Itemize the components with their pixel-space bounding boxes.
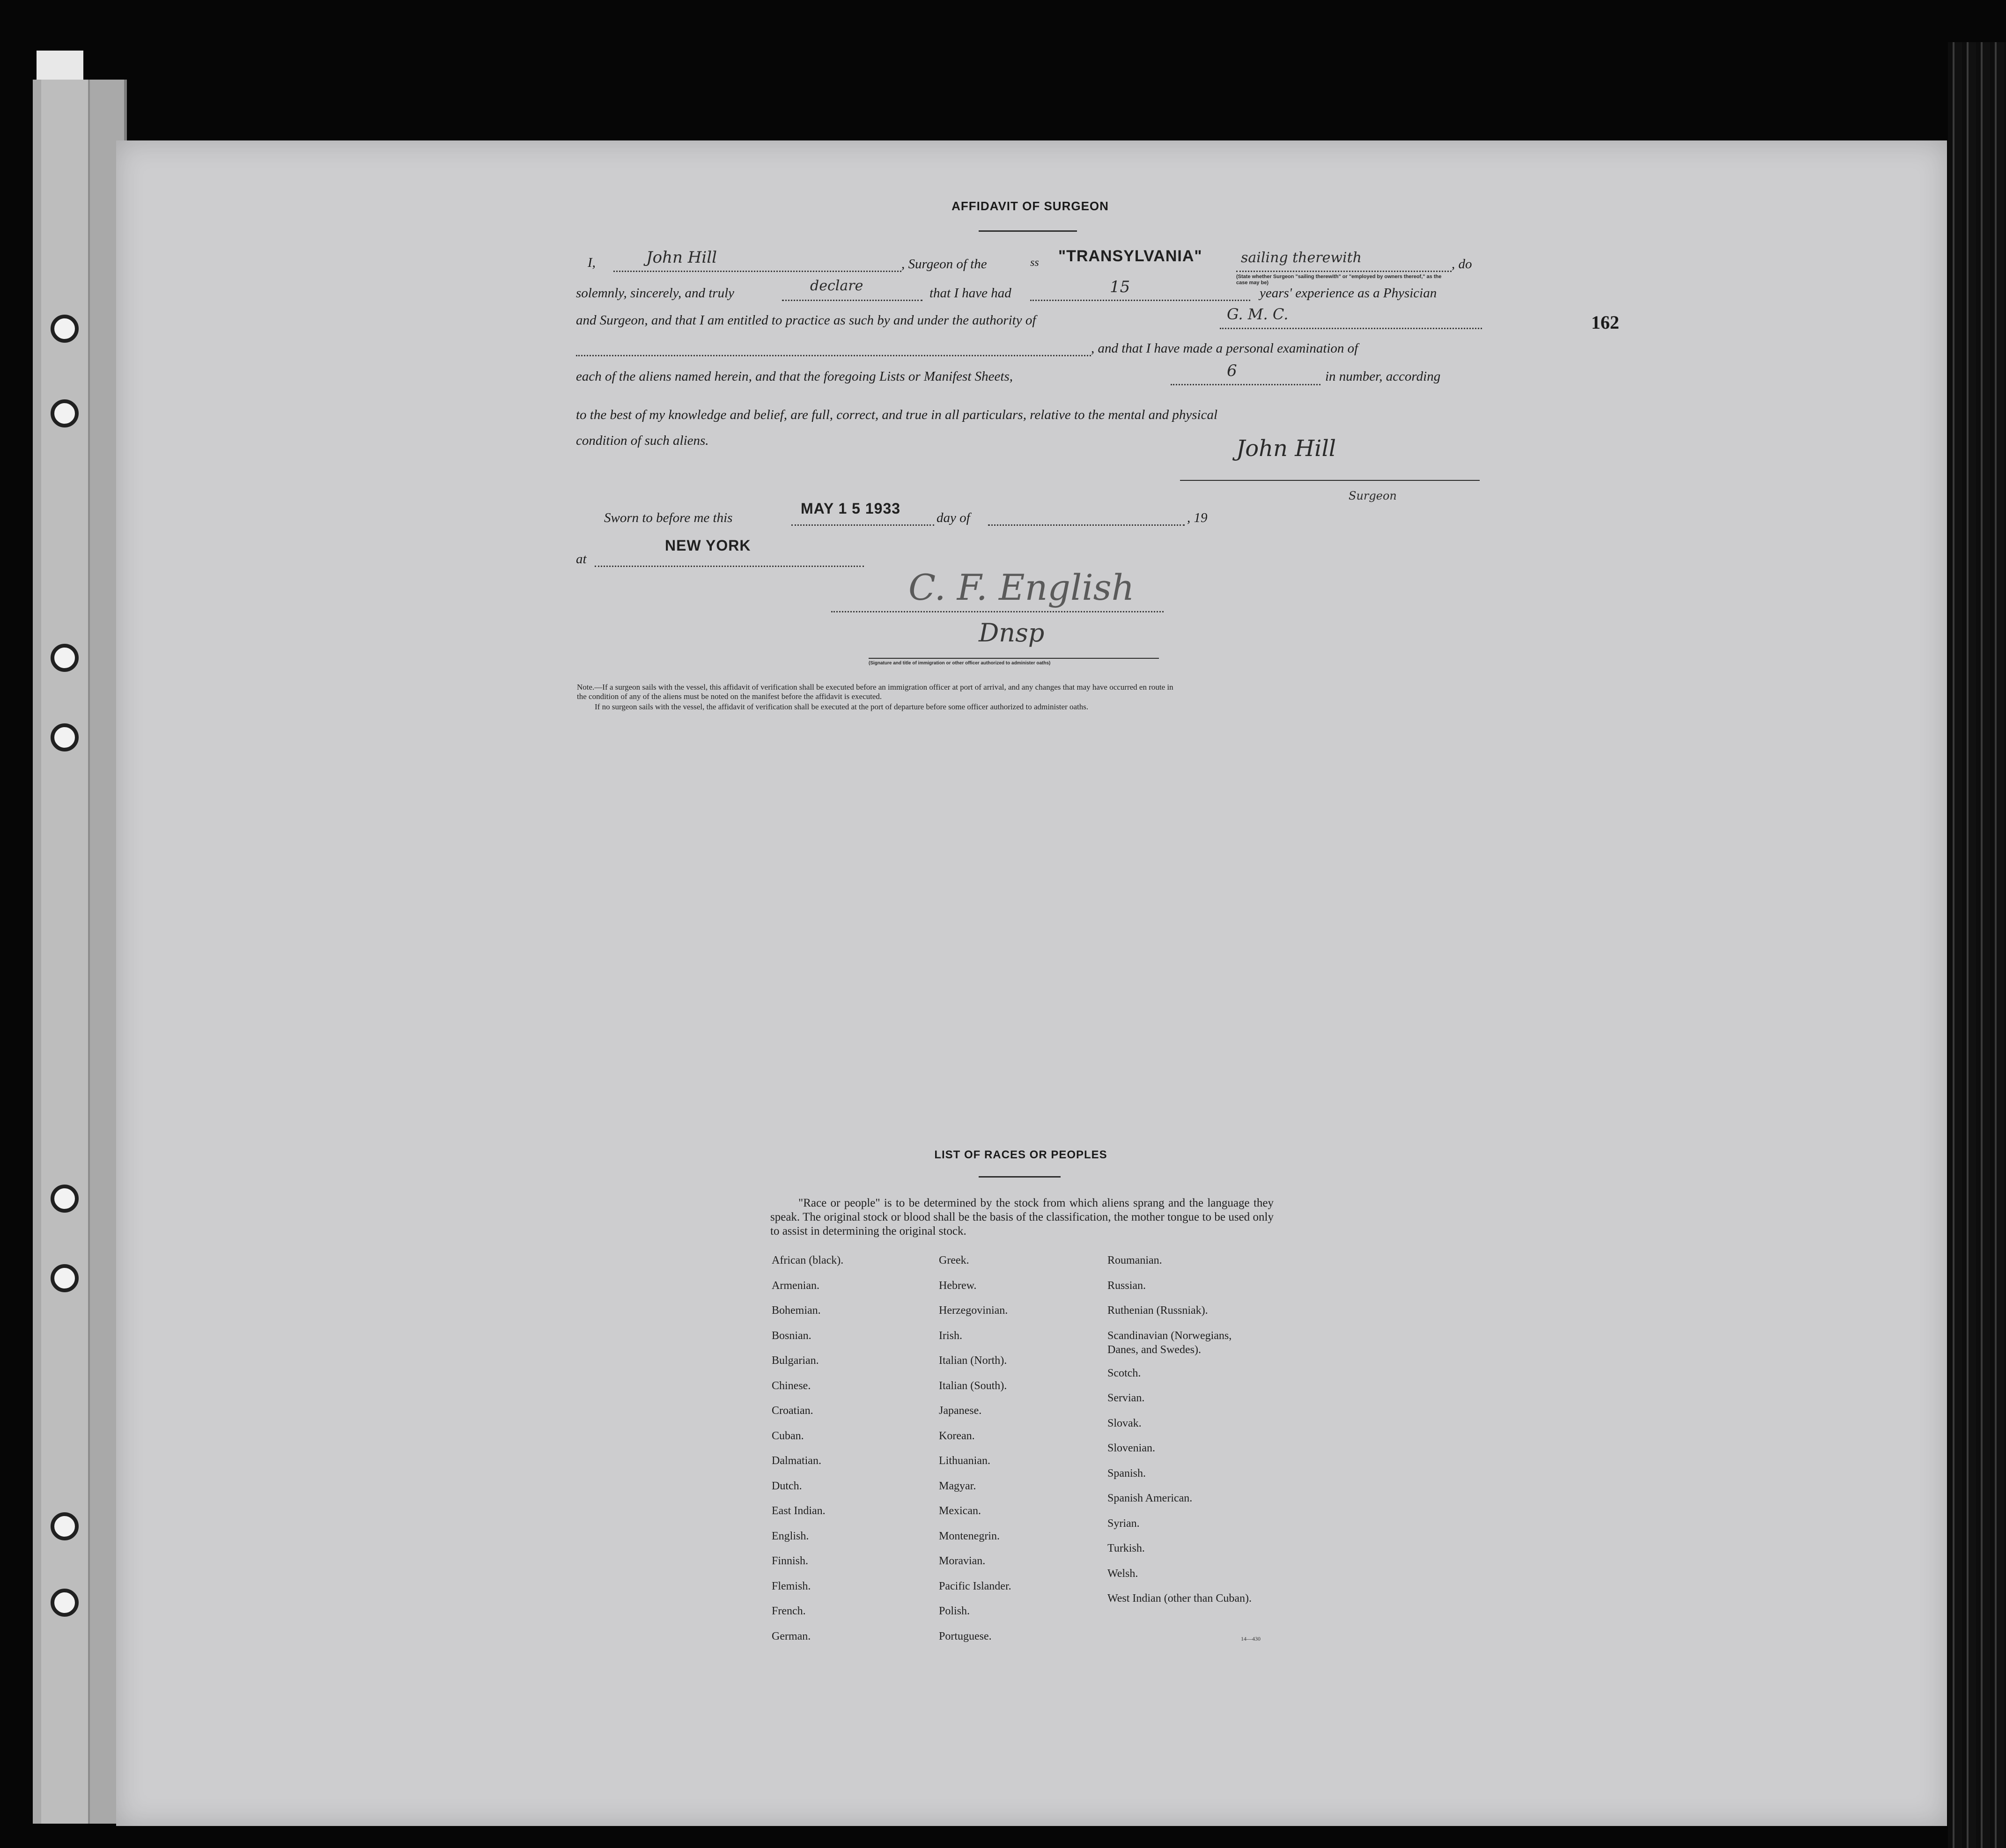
race-item: Turkish. — [1107, 1542, 1145, 1554]
race-item: Magyar. — [939, 1480, 976, 1492]
race-item: Spanish American. — [1107, 1492, 1193, 1504]
line7: condition of such aliens. — [576, 433, 709, 448]
month-line — [988, 524, 1185, 526]
title-rule — [979, 230, 1077, 232]
line5-end: in number, according — [1325, 369, 1441, 384]
race-item: Japanese. — [939, 1405, 982, 1417]
authority-line-2 — [576, 355, 1091, 356]
race-item: Irish. — [939, 1329, 962, 1342]
place-stamp: NEW YORK — [665, 537, 751, 554]
surgeon-of-the: , Surgeon of the — [901, 257, 987, 272]
race-item: Greek. — [939, 1254, 969, 1266]
race-item: Korean. — [939, 1429, 975, 1442]
race-item: African (black). — [772, 1254, 844, 1266]
note-line-2: the condition of any of the aliens must be noted on the manifest before the affidavit is executed. — [577, 692, 882, 701]
place-line — [595, 566, 864, 567]
race-item: Spanish. — [1107, 1467, 1146, 1480]
note-line-1: Note.—If a surgeon sails with the vessel, this affidavit of verification shall be executed before an immigration officer at port of arrival, and any changes that may have occurred en route in — [577, 683, 1173, 692]
manifest-page — [116, 140, 1947, 1826]
note-line-3: If no surgeon sails with the vessel, the affidavit of verification shall be executed at the port of departure before some officer authorized to administer oaths. — [595, 702, 1089, 711]
date-line — [791, 524, 934, 526]
race-item: Armenian. — [772, 1279, 819, 1292]
race-item: Servian. — [1107, 1392, 1145, 1404]
race-item: Bulgarian. — [772, 1355, 819, 1367]
binder-hole — [51, 1512, 79, 1540]
race-item: Italian (North). — [939, 1355, 1007, 1367]
races-column-2 — [939, 1253, 1011, 1654]
races-column-1 — [772, 1253, 843, 1654]
declare-line — [782, 300, 922, 301]
races-title-rule — [979, 1176, 1061, 1178]
race-item: Bosnian. — [772, 1329, 811, 1342]
race-item: Slovenian. — [1107, 1442, 1155, 1454]
sworn-text: Sworn to before me this — [604, 510, 733, 525]
race-item: Finnish. — [772, 1555, 809, 1567]
race-item: West Indian (other than Cuban). — [1107, 1592, 1252, 1605]
race-item: Scotch. — [1107, 1367, 1141, 1379]
binding-tab — [37, 51, 83, 83]
page-stack-edge — [1948, 42, 2006, 1848]
name-line — [613, 271, 901, 272]
surgeon-label: Surgeon — [1349, 489, 1397, 502]
years-line — [1030, 300, 1250, 301]
race-item: English. — [772, 1530, 809, 1542]
officer-title: Dnsp — [979, 618, 1045, 648]
signature-line — [1180, 480, 1480, 481]
race-item: Pacific Islander. — [939, 1580, 1011, 1592]
day-of: day of — [937, 510, 970, 525]
vessel-name-stamp: "TRANSYLVANIA" — [1058, 247, 1202, 265]
race-item: Cuban. — [772, 1429, 804, 1442]
binder-hole — [51, 644, 79, 672]
race-item: Welsh. — [1107, 1567, 1138, 1580]
officer-title-line — [869, 658, 1159, 659]
page-number: 162 — [1591, 312, 1619, 333]
declare-handwritten: declare — [810, 278, 863, 294]
race-item: Roumanian. — [1107, 1254, 1162, 1266]
races-column-3 — [1107, 1253, 1262, 1617]
race-item: Hebrew. — [939, 1279, 977, 1292]
form-number: 14—430 — [1241, 1635, 1261, 1642]
race-item: Herzegovinian. — [939, 1304, 1008, 1317]
race-item: Russian. — [1107, 1279, 1146, 1292]
line2-start: solemnly, sincerely, and truly — [576, 286, 735, 301]
race-item: French. — [772, 1605, 806, 1617]
binder-hole — [51, 315, 79, 343]
affidavit-title: AFFIDAVIT OF SURGEON — [951, 199, 1109, 213]
races-intro: "Race or people" is to be determined by the stock from which aliens sprang and the language they speak. The original stock or blood shall be the basis of the classification, the mother tongue to be used only to assist in determining the original stock. — [770, 1197, 1274, 1237]
race-item: Portuguese. — [939, 1630, 992, 1642]
race-item: Moravian. — [939, 1555, 986, 1567]
binder-hole — [51, 1185, 79, 1213]
race-item: Slovak. — [1107, 1417, 1142, 1429]
race-item: Montenegrin. — [939, 1530, 1000, 1542]
race-item: Scandinavian (Norwegians, Danes, and Swedes). — [1107, 1329, 1232, 1356]
years-handwritten: 15 — [1110, 278, 1130, 296]
officer-signature-line — [831, 611, 1164, 612]
sailing-line — [1236, 271, 1452, 272]
race-item: Croatian. — [772, 1405, 813, 1417]
binding-strip — [33, 80, 127, 1824]
line5-start: each of the aliens named herein, and that the foregoing Lists or Manifest Sheets, — [576, 369, 1013, 384]
line6: to the best of my knowledge and belief, are full, correct, and true in all particulars, relative to the mental and physical — [576, 407, 1218, 422]
line3: and Surgeon, and that I am entitled to practice as such by and under the authority of — [576, 313, 1036, 328]
race-item: Dutch. — [772, 1480, 802, 1492]
sheets-count-handwritten: 6 — [1227, 361, 1237, 380]
race-item: Flemish. — [772, 1580, 811, 1592]
binder-hole — [51, 723, 79, 751]
surgeon-signature: John Hill — [1236, 435, 1336, 462]
binder-hole — [51, 399, 79, 427]
years-exp: years' experience as a Physician — [1260, 286, 1437, 301]
authority-line — [1220, 328, 1482, 329]
surgeon-name-handwritten: John Hill — [646, 248, 717, 267]
line4-end: , and that I have made a personal examination of — [1091, 341, 1358, 356]
sworn-date-stamp: MAY 1 5 1933 — [801, 500, 901, 517]
race-item: Lithuanian. — [939, 1455, 990, 1467]
ss-prefix: ss — [1030, 257, 1039, 269]
officer-signature: C. F. English — [908, 567, 1135, 608]
race-item: Polish. — [939, 1605, 970, 1617]
binder-hole — [51, 1589, 79, 1617]
do-word: , do — [1452, 257, 1472, 272]
race-item: Ruthenian (Russniak). — [1107, 1304, 1208, 1317]
affidavit-pre-name: I, — [588, 255, 596, 270]
have-had: that I have had — [929, 286, 1011, 301]
race-item: German. — [772, 1630, 811, 1642]
sailing-note: (State whether Surgeon "sailing therewith" or "employed by owners thereof," as the case may be) — [1236, 274, 1442, 286]
at-text: at — [576, 552, 587, 567]
sailing-status-handwritten: sailing therewith — [1241, 250, 1362, 266]
officer-caption: (Signature and title of immigration or other officer authorized to administer oaths) — [869, 661, 1051, 666]
race-item: Dalmatian. — [772, 1455, 821, 1467]
races-title: LIST OF RACES OR PEOPLES — [934, 1149, 1107, 1161]
race-item: Bohemian. — [772, 1304, 821, 1317]
authority-handwritten: G. M. C. — [1227, 305, 1289, 323]
race-item: Syrian. — [1107, 1517, 1140, 1530]
race-item: Italian (South). — [939, 1379, 1007, 1392]
sheets-line — [1171, 384, 1320, 385]
race-item: Mexican. — [939, 1505, 981, 1517]
year-prefix: , 19 — [1187, 510, 1208, 525]
race-item: Chinese. — [772, 1379, 811, 1392]
binder-hole — [51, 1264, 79, 1292]
race-item: East Indian. — [772, 1505, 826, 1517]
